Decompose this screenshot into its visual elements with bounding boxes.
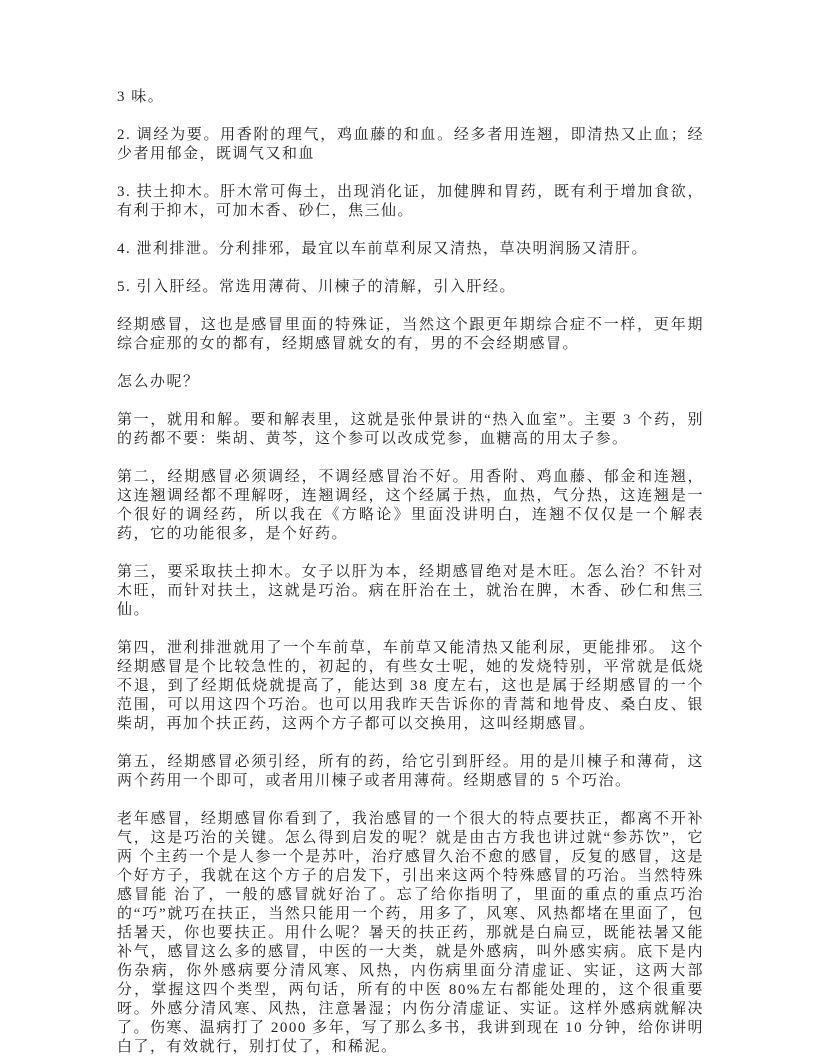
paragraph: 5. 引入肝经。常选用薄荷、川楝子的清解，引入肝经。	[117, 279, 517, 295]
paragraph: 3 味。	[117, 89, 165, 105]
paragraph: 第四，泄利排泄就用了一个车前草，车前草又能清热又能利尿，更能排邪。 这个经期感冒是个比较急性的，初起的，有些女士呢，她的发烧特别，平常就是低烧不退，到了经期低烧就提高了，能达到 38 度左右，这也是属于经期感冒的一个 范围，可以用这四个巧治。也可以用我昨天告诉你的青蒿和地骨皮、桑白皮、银柴胡，再加个扶正药，这两个方子都可以交换用，这叫经期感冒。	[117, 640, 704, 732]
paragraph: 第二，经期感冒必须调经，不调经感冒治不好。用香附、鸡血藤、郁金和连翘，这连翘调经都不理解呀，连翘调经，这个经属于热，血热，气分热，这连翘是一个很好的调经药，所以我在《方略论》里面没讲明白，连翘不仅仅是一个解表药，它的功能很多，是个好药。	[117, 469, 704, 542]
paragraph: 怎么办呢？	[117, 374, 200, 390]
paragraph: 第三，要采取扶土抑木。女子以肝为本，经期感冒绝对是木旺。怎么治？不针对木旺，而针对扶土，这就是巧治。病在肝治在土，就治在脾，木香、砂仁和焦三仙。	[117, 564, 704, 618]
paragraph: 3. 扶土抑木。肝木常可侮土，出现消化证，加健脾和胃药，既有利于增加食欲，有利于抑木，可加木香、砂仁，焦三仙。	[117, 184, 704, 219]
paragraph: 4. 泄利排泄。分利排邪，最宜以车前草利尿又清热，草决明润肠又清肝。	[117, 241, 649, 257]
paragraph: 2. 调经为要。用香附的理气，鸡血藤的和血。经多者用连翘，即清热又止血；经少者用郁金，既调气又和血	[117, 127, 704, 162]
paragraph: 老年感冒，经期感冒你看到了，我治感冒的一个很大的特点要扶正，都离不开补气，这是巧治的关键。怎么得到启发的呢？就是由古方我也讲过就“参苏饮”，它两 个主药一个是人参一个是苏叶，治疗感冒久治不愈的感冒，反复的感冒，这是个好方子，我就在这个方子的启发下，引出来这两个特殊感冒的巧治。当然特殊感冒能 治了，一般的感冒就好治了。忘了给你指明了，里面的重点的重点巧治的“巧”就巧在扶正，当然只能用一个药，用多了，风寒、风热都堵在里面了，包括暑天，你也要扶正。用什么呢？暑天的扶正药，那就是白扁豆，既能祛暑又能补气，感冒这么多的感冒，中医的一大类，就是外感病，叫外感实病。底下是内伤杂病，你外感病要分清风寒、风热，内伤病里面分清虚证、实证，这两大部分，掌握这四个类型，两句话，所有的中医 80%左右都能处理的，这个很重要呀。外感分清风寒、风热，注意暑湿；内伤分清虚证、实证。这样外感病就解决了。伤寒、温病打了 2000 多年，写了那么多书，我讲到现在 10 分钟，给你讲明白了，有效就行，别打仗了，和稀泥。	[117, 811, 704, 1055]
paragraph: 第一，就用和解。要和解表里，这就是张仲景讲的“热入血室”。主要 3 个药，别的药都不要：柴胡、黄芩，这个参可以改成党参，血糖高的用太子参。	[117, 412, 704, 447]
paragraph: 经期感冒，这也是感冒里面的特殊证，当然这个跟更年期综合症不一样，更年期综合症那的女的都有，经期感冒就女的有，男的不会经期感冒。	[117, 317, 704, 352]
paragraph: 第五，经期感冒必须引经，所有的药，给它引到肝经。用的是川楝子和薄荷，这两个药用一个即可，或者用川楝子或者用薄荷。经期感冒的 5 个巧治。	[117, 754, 704, 789]
document-content	[117, 88, 704, 1056]
